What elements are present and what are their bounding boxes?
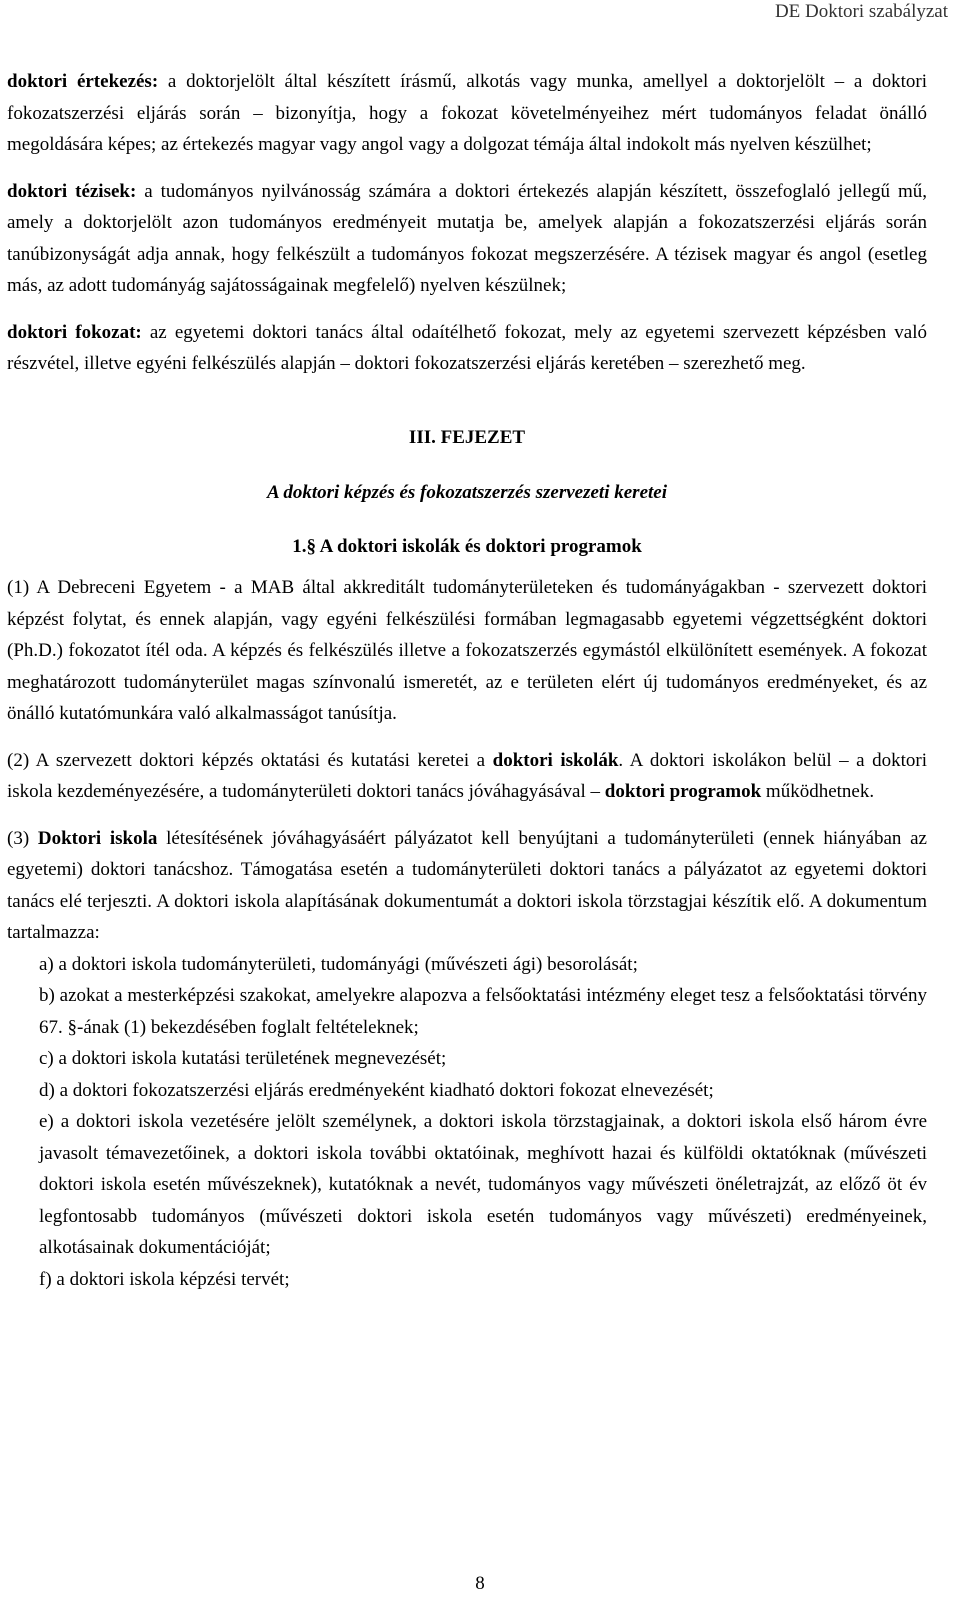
list-item-e: e) a doktori iskola vezetésére jelölt személynek, a doktori iskola törzstagjainak, a doktori iskola első három évre javasolt témavezetőinek, a doktori iskola további oktatóinak, meghívott hazai és külföldi oktatóknak (művészeti doktori iskola esetén művészeknek), kutatóknak a nevét, tudományos vagy művészeti önéletrajzát, az előző öt év legfontosabb tudományos (művészeti doktori iskola esetén tudományos vagy művészeti) eredményeinek, alkotásainak dokumentációját; — [39, 1111, 927, 1258]
list-item-d: d) a doktori fokozatszerzési eljárás eredményeként kiadható doktori fokozat elnevezését; — [39, 1079, 714, 1101]
chapter-number: III. FEJEZET — [408, 426, 526, 448]
definition-text: a tudományos nyilvánosság számára a doktori értekezés alapján készített, összefoglaló jellegű mű, amely a doktorjelölt azon tudományos eredményeit mutatja be, amelyek alapján a fokozatszerzési eljárás során tanúbizonyságát adja annak, hogy felkészült a tudományos fokozat megszerzésére. A tézisek magyar és angol (esetleg más, az adott tudományág sajátosságainak megfelelő) nyelven készülnek; — [7, 180, 927, 296]
list-item-a: a) a doktori iskola tudományterületi, tudományági (művészeti ági) besorolását; — [39, 953, 638, 975]
paragraph-2: (2) A szervezett doktori képzés oktatási és kutatási keretei a doktori iskolák. A doktori iskolákon belül – a doktori iskola kezdeményezésére, a tudományterületi doktori tanács jóváhagyásával – doktori programok működhetnek. — [7, 749, 927, 802]
definition-term: doktori tézisek: — [7, 180, 137, 202]
definition-text: a doktorjelölt által készített írásmű, alkotás vagy munka, amellyel a doktorjelölt – a doktori fokozatszerzési eljárás során – bizonyítja, hogy a fokozat követelményeihez mért tudományos feladat önálló megoldására képes; az értekezés magyar vagy angol vagy a dolgozat témája által indokolt más nyelven készülhet; — [7, 71, 927, 155]
section-title: 1.§ A doktori iskolák és doktori programok — [292, 535, 642, 557]
emphasis-doktori-iskola: Doktori iskola — [37, 827, 158, 849]
list-item-b: b) azokat a mesterképzési szakokat, amelyekre alapozva a felsőoktatási intézmény eleget tesz a felsőoktatási törvény 67. §-ának (1) bekezdésében foglalt feltételeknek; — [39, 985, 927, 1038]
list-item-f: f) a doktori iskola képzési tervét; — [39, 1268, 290, 1290]
definition-doktori-fokozat — [7, 317, 927, 380]
paragraph-3: (3) Doktori iskola létesítésének jóváhagyásáért pályázatot kell benyújtani a tudományterületi (ennek hiányában az egyetemi) doktori tanácshoz. Támogatása esetén a tudományterületi doktori tanács a pályázatot az egyetemi doktori tanács elé terjeszti. A doktori iskola alapításának dokumentumát a doktori iskola törzstagjai készítik elő. A dokumentum tartalmazza: — [7, 827, 927, 943]
definition-doktori-tezisek — [7, 176, 927, 302]
chapter-subtitle: A doktori képzés és fokozatszerzés szervezeti keretei — [266, 482, 667, 503]
list-item-c: c) a doktori iskola kutatási területének megnevezését; — [39, 1048, 447, 1069]
definition-term: doktori értekezés: — [7, 71, 159, 92]
emphasis-doktori-iskolak: doktori iskolák — [492, 749, 619, 771]
paragraph-1: (1) A Debreceni Egyetem - a MAB által akkreditált tudományterületeken és tudományágakban - szervezett doktori képzést folytat, és ennek alapján, vagy egyéni felkészülési formában legmagasabb egyetemi végzettségként doktori (Ph.D.) fokozatot ítél oda. A képzés és felkészülés illetve a fokozatszerzés egymástól elkülönített események. A fokozat meghatározott tudományterület magas színvonalú ismeretét, az e területen elért új tudományos eredményeket, és az önálló kutatómunkára való alkalmasságot tanúsítja. — [7, 577, 927, 724]
running-header: DE Doktori szabályzat — [774, 1, 948, 22]
definition-term: doktori fokozat: — [7, 321, 142, 343]
definition-text: az egyetemi doktori tanács által odaítélhető fokozat, mely az egyetemi szervezett képzésben való részvétel, illetve egyéni felkészülés alapján – doktori fokozatszerzési eljárás keretében – szerezhető meg. — [7, 321, 928, 374]
emphasis-doktori-programok: doktori programok — [604, 781, 762, 802]
definition-doktori-ertekezes — [7, 66, 927, 161]
document-body — [7, 66, 927, 1295]
page-number: 8 — [475, 1573, 485, 1594]
